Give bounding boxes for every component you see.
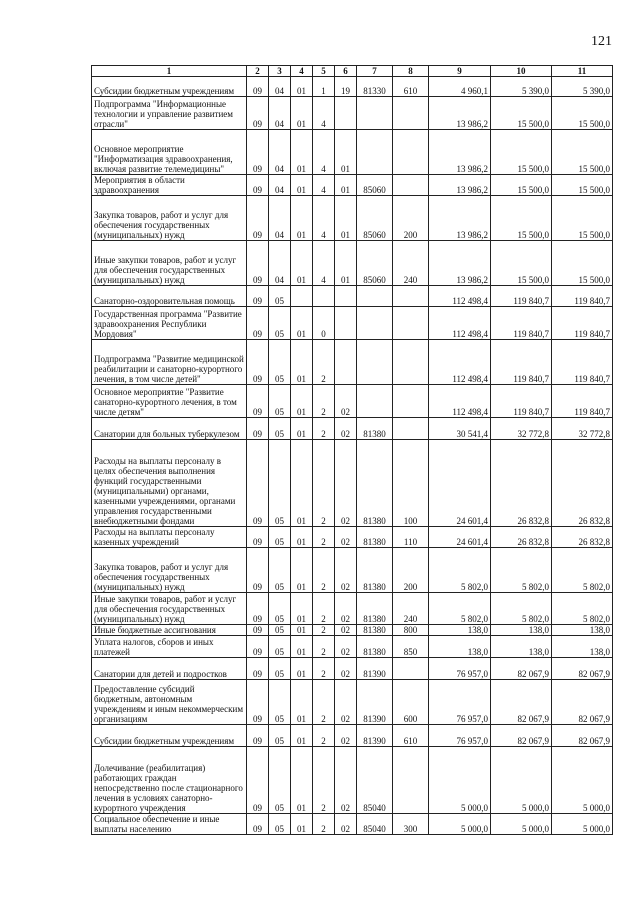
code-section: 09 — [247, 385, 269, 418]
code-subprogram: 2 — [313, 636, 335, 658]
code-program: 01 — [291, 548, 313, 593]
amount-col-11: 15 500,0 — [552, 175, 613, 196]
budget-table — [91, 65, 613, 835]
amount-col-9: 76 957,0 — [429, 658, 491, 680]
row-name: Закупка товаров, работ и услуг для обеспечения государственных (муниципальных) нужд — [92, 548, 247, 593]
code-direction — [357, 385, 393, 418]
code-direction: 81330 — [357, 77, 393, 97]
code-section: 09 — [247, 196, 269, 241]
code-program: 01 — [291, 658, 313, 680]
code-expense-type — [393, 747, 429, 814]
code-event: 02 — [335, 680, 357, 725]
amount-col-11: 26 832,8 — [552, 527, 613, 548]
amount-col-10: 138,0 — [491, 636, 552, 658]
column-header: 2 — [247, 66, 269, 77]
code-subsection: 05 — [269, 725, 291, 747]
code-subprogram: 2 — [313, 593, 335, 625]
amount-col-11: 15 500,0 — [552, 130, 613, 175]
code-direction: 85040 — [357, 814, 393, 835]
code-section: 09 — [247, 97, 269, 130]
code-event: 02 — [335, 625, 357, 636]
code-event: 01 — [335, 130, 357, 175]
code-section: 09 — [247, 241, 269, 286]
amount-col-11: 119 840,7 — [552, 340, 613, 385]
code-program: 01 — [291, 130, 313, 175]
code-direction: 81380 — [357, 593, 393, 625]
amount-col-10: 15 500,0 — [491, 175, 552, 196]
row-name: Подпрограмма "Развитие медицинской реабилитации и санаторно-курортного лечения, в том числе детей" — [92, 340, 247, 385]
code-event: 01 — [335, 241, 357, 286]
amount-col-11: 32 772,8 — [552, 418, 613, 440]
code-section: 09 — [247, 175, 269, 196]
code-expense-type — [393, 130, 429, 175]
code-subsection: 04 — [269, 77, 291, 97]
amount-col-9: 5 000,0 — [429, 814, 491, 835]
code-direction: 85060 — [357, 175, 393, 196]
amount-col-10: 5 802,0 — [491, 593, 552, 625]
code-expense-type: 200 — [393, 196, 429, 241]
code-event: 02 — [335, 418, 357, 440]
amount-col-11: 5 802,0 — [552, 593, 613, 625]
amount-col-10: 5 000,0 — [491, 747, 552, 814]
code-expense-type: 850 — [393, 636, 429, 658]
code-direction: 81380 — [357, 625, 393, 636]
code-expense-type: 610 — [393, 725, 429, 747]
code-subsection: 05 — [269, 593, 291, 625]
amount-col-9: 24 601,4 — [429, 440, 491, 527]
table-row — [92, 385, 613, 418]
code-subprogram: 4 — [313, 175, 335, 196]
code-section: 09 — [247, 340, 269, 385]
column-header: 9 — [429, 66, 491, 77]
code-event: 02 — [335, 747, 357, 814]
row-name: Основное мероприятие "Развитие санаторно-курортного лечения, в том числе детям" — [92, 385, 247, 418]
column-header: 3 — [269, 66, 291, 77]
amount-col-9: 76 957,0 — [429, 680, 491, 725]
row-name: Иные закупки товаров, работ и услуг для обеспечения государственных (муниципальных) нужд — [92, 241, 247, 286]
code-subsection: 04 — [269, 130, 291, 175]
code-subsection: 04 — [269, 196, 291, 241]
code-direction: 81380 — [357, 636, 393, 658]
amount-col-11: 5 000,0 — [552, 747, 613, 814]
code-program: 01 — [291, 814, 313, 835]
code-program: 01 — [291, 593, 313, 625]
code-subprogram: 2 — [313, 747, 335, 814]
code-event: 02 — [335, 527, 357, 548]
amount-col-9: 24 601,4 — [429, 527, 491, 548]
code-program — [291, 286, 313, 307]
row-name: Субсидии бюджетным учреждениям — [92, 77, 247, 97]
column-header: 10 — [491, 66, 552, 77]
table-row — [92, 527, 613, 548]
code-expense-type: 300 — [393, 814, 429, 835]
code-subsection: 05 — [269, 680, 291, 725]
row-name: Иные бюджетные ассигнования — [92, 625, 247, 636]
column-header: 7 — [357, 66, 393, 77]
code-subsection: 05 — [269, 385, 291, 418]
code-expense-type: 800 — [393, 625, 429, 636]
code-event: 02 — [335, 658, 357, 680]
code-program: 01 — [291, 241, 313, 286]
row-name: Иные закупки товаров, работ и услуг для обеспечения государственных (муниципальных) нужд — [92, 593, 247, 625]
code-program: 01 — [291, 747, 313, 814]
amount-col-9: 13 986,2 — [429, 97, 491, 130]
code-subprogram: 2 — [313, 625, 335, 636]
row-name: Подпрограмма "Информационные технологии и управление развитием отрасли" — [92, 97, 247, 130]
code-section: 09 — [247, 747, 269, 814]
code-direction: 81390 — [357, 658, 393, 680]
code-subprogram: 4 — [313, 241, 335, 286]
code-expense-type: 600 — [393, 680, 429, 725]
amount-col-9: 112 498,4 — [429, 340, 491, 385]
table-row — [92, 241, 613, 286]
code-section: 09 — [247, 286, 269, 307]
code-subsection: 04 — [269, 241, 291, 286]
code-section: 09 — [247, 130, 269, 175]
amount-col-11: 5 000,0 — [552, 814, 613, 835]
table-row — [92, 548, 613, 593]
code-event: 02 — [335, 593, 357, 625]
code-subsection: 05 — [269, 307, 291, 340]
amount-col-9: 112 498,4 — [429, 385, 491, 418]
code-event: 02 — [335, 725, 357, 747]
amount-col-9: 4 960,1 — [429, 77, 491, 97]
row-name: Расходы на выплаты персоналу в целях обеспечения выполнения функций государственными (муниципальными) органами, казенными учреждениями, органами управления государственными внебюджетными фондами — [92, 440, 247, 527]
code-subprogram: 4 — [313, 97, 335, 130]
amount-col-11: 119 840,7 — [552, 385, 613, 418]
column-header: 8 — [393, 66, 429, 77]
table-row — [92, 130, 613, 175]
code-expense-type — [393, 418, 429, 440]
amount-col-9: 13 986,2 — [429, 196, 491, 241]
row-name: Субсидии бюджетным учреждениям — [92, 725, 247, 747]
code-subprogram: 2 — [313, 440, 335, 527]
code-event — [335, 340, 357, 385]
code-direction — [357, 307, 393, 340]
amount-col-11: 138,0 — [552, 625, 613, 636]
code-program: 01 — [291, 625, 313, 636]
table-row — [92, 440, 613, 527]
code-direction — [357, 130, 393, 175]
row-name: Мероприятия в области здравоохранения — [92, 175, 247, 196]
amount-col-9: 76 957,0 — [429, 725, 491, 747]
column-header: 5 — [313, 66, 335, 77]
row-name: Санаторно-оздоровительная помощь — [92, 286, 247, 307]
row-name: Государственная программа "Развитие здравоохранения Республики Мордовия" — [92, 307, 247, 340]
code-section: 09 — [247, 636, 269, 658]
code-direction: 85060 — [357, 241, 393, 286]
code-event — [335, 307, 357, 340]
amount-col-9: 112 498,4 — [429, 307, 491, 340]
code-section: 09 — [247, 658, 269, 680]
amount-col-10: 5 802,0 — [491, 548, 552, 593]
amount-col-11: 15 500,0 — [552, 97, 613, 130]
code-expense-type — [393, 286, 429, 307]
code-direction — [357, 340, 393, 385]
code-subprogram: 2 — [313, 814, 335, 835]
code-program: 01 — [291, 307, 313, 340]
amount-col-10: 82 067,9 — [491, 725, 552, 747]
page-number: 121 — [591, 34, 612, 49]
code-section: 09 — [247, 440, 269, 527]
amount-col-11: 5 390,0 — [552, 77, 613, 97]
row-name: Санатории для больных туберкулезом — [92, 418, 247, 440]
amount-col-10: 5 000,0 — [491, 814, 552, 835]
code-subsection: 05 — [269, 548, 291, 593]
amount-col-9: 30 541,4 — [429, 418, 491, 440]
code-subsection: 05 — [269, 658, 291, 680]
code-event: 02 — [335, 440, 357, 527]
code-event: 01 — [335, 175, 357, 196]
code-subsection: 04 — [269, 97, 291, 130]
code-subsection: 05 — [269, 286, 291, 307]
column-header: 11 — [552, 66, 613, 77]
code-section: 09 — [247, 625, 269, 636]
amount-col-10: 15 500,0 — [491, 196, 552, 241]
amount-col-9: 5 802,0 — [429, 593, 491, 625]
amount-col-10: 82 067,9 — [491, 680, 552, 725]
code-subsection: 05 — [269, 625, 291, 636]
amount-col-9: 13 986,2 — [429, 175, 491, 196]
table-row — [92, 77, 613, 97]
row-name: Санатории для детей и подростков — [92, 658, 247, 680]
amount-col-9: 138,0 — [429, 636, 491, 658]
amount-col-10: 32 772,8 — [491, 418, 552, 440]
amount-col-11: 26 832,8 — [552, 440, 613, 527]
code-direction: 85040 — [357, 747, 393, 814]
amount-col-11: 119 840,7 — [552, 286, 613, 307]
table-row — [92, 636, 613, 658]
code-section: 09 — [247, 680, 269, 725]
amount-col-11: 15 500,0 — [552, 241, 613, 286]
row-name: Предоставление субсидий бюджетным, автономным учреждениям и иным некоммерческим организациям — [92, 680, 247, 725]
code-section: 09 — [247, 307, 269, 340]
code-section: 09 — [247, 548, 269, 593]
code-subsection: 05 — [269, 636, 291, 658]
code-direction: 81380 — [357, 440, 393, 527]
table-row — [92, 286, 613, 307]
row-name: Социальное обеспечение и иные выплаты населению — [92, 814, 247, 835]
amount-col-10: 26 832,8 — [491, 527, 552, 548]
code-event — [335, 286, 357, 307]
amount-col-11: 82 067,9 — [552, 680, 613, 725]
code-expense-type: 240 — [393, 241, 429, 286]
code-event — [335, 97, 357, 130]
code-expense-type — [393, 658, 429, 680]
amount-col-10: 82 067,9 — [491, 658, 552, 680]
amount-col-10: 119 840,7 — [491, 340, 552, 385]
table-row — [92, 307, 613, 340]
code-direction: 81390 — [357, 725, 393, 747]
code-section: 09 — [247, 725, 269, 747]
code-subsection: 05 — [269, 340, 291, 385]
code-subsection: 05 — [269, 527, 291, 548]
row-name: Основное мероприятие "Информатизация здравоохранения, включая развитие телемедицины" — [92, 130, 247, 175]
header-row — [92, 66, 613, 77]
code-subprogram: 4 — [313, 196, 335, 241]
code-subprogram: 2 — [313, 725, 335, 747]
table-row — [92, 725, 613, 747]
code-subprogram: 2 — [313, 658, 335, 680]
code-subprogram: 2 — [313, 527, 335, 548]
code-program: 01 — [291, 385, 313, 418]
code-subprogram: 2 — [313, 385, 335, 418]
table-row — [92, 175, 613, 196]
code-section: 09 — [247, 814, 269, 835]
code-program: 01 — [291, 636, 313, 658]
table-row — [92, 97, 613, 130]
code-subprogram: 4 — [313, 130, 335, 175]
code-subprogram: 2 — [313, 680, 335, 725]
amount-col-9: 13 986,2 — [429, 130, 491, 175]
code-program: 01 — [291, 527, 313, 548]
code-program: 01 — [291, 440, 313, 527]
table-row — [92, 418, 613, 440]
code-program: 01 — [291, 97, 313, 130]
amount-col-10: 15 500,0 — [491, 241, 552, 286]
code-subsection: 05 — [269, 814, 291, 835]
amount-col-10: 26 832,8 — [491, 440, 552, 527]
code-subsection: 04 — [269, 175, 291, 196]
code-expense-type — [393, 175, 429, 196]
code-event: 19 — [335, 77, 357, 97]
code-subprogram: 2 — [313, 418, 335, 440]
code-subprogram: 2 — [313, 340, 335, 385]
amount-col-9: 112 498,4 — [429, 286, 491, 307]
table-row — [92, 625, 613, 636]
code-event: 02 — [335, 636, 357, 658]
code-direction — [357, 286, 393, 307]
amount-col-11: 5 802,0 — [552, 548, 613, 593]
code-event: 02 — [335, 385, 357, 418]
code-program: 01 — [291, 175, 313, 196]
code-subprogram: 1 — [313, 77, 335, 97]
code-event: 02 — [335, 814, 357, 835]
amount-col-10: 138,0 — [491, 625, 552, 636]
amount-col-11: 82 067,9 — [552, 725, 613, 747]
row-name: Закупка товаров, работ и услуг для обеспечения государственных (муниципальных) нужд — [92, 196, 247, 241]
column-header: 1 — [92, 66, 247, 77]
code-expense-type: 240 — [393, 593, 429, 625]
row-name: Расходы на выплаты персоналу казенных учреждений — [92, 527, 247, 548]
amount-col-9: 13 986,2 — [429, 241, 491, 286]
code-subsection: 05 — [269, 418, 291, 440]
code-subprogram — [313, 286, 335, 307]
amount-col-11: 138,0 — [552, 636, 613, 658]
code-direction: 81380 — [357, 527, 393, 548]
code-expense-type: 110 — [393, 527, 429, 548]
amount-col-10: 119 840,7 — [491, 286, 552, 307]
code-program: 01 — [291, 340, 313, 385]
amount-col-10: 15 500,0 — [491, 130, 552, 175]
row-name: Долечивание (реабилитация) работающих граждан непосредственно после стационарного лечения в условиях санаторно-курортного учреждения — [92, 747, 247, 814]
table-row — [92, 814, 613, 835]
code-program: 01 — [291, 680, 313, 725]
code-expense-type: 100 — [393, 440, 429, 527]
amount-col-10: 5 390,0 — [491, 77, 552, 97]
amount-col-9: 5 000,0 — [429, 747, 491, 814]
code-expense-type — [393, 340, 429, 385]
amount-col-11: 15 500,0 — [552, 196, 613, 241]
code-direction: 81380 — [357, 418, 393, 440]
table-row — [92, 658, 613, 680]
amount-col-11: 119 840,7 — [552, 307, 613, 340]
table-row — [92, 593, 613, 625]
code-expense-type: 610 — [393, 77, 429, 97]
code-section: 09 — [247, 77, 269, 97]
table-row — [92, 340, 613, 385]
code-program: 01 — [291, 77, 313, 97]
table-row — [92, 747, 613, 814]
code-subsection: 05 — [269, 747, 291, 814]
amount-col-10: 15 500,0 — [491, 97, 552, 130]
code-direction: 85060 — [357, 196, 393, 241]
table-row — [92, 680, 613, 725]
amount-col-9: 5 802,0 — [429, 548, 491, 593]
column-header: 4 — [291, 66, 313, 77]
amount-col-11: 82 067,9 — [552, 658, 613, 680]
amount-col-9: 138,0 — [429, 625, 491, 636]
code-program: 01 — [291, 418, 313, 440]
row-name: Уплата налогов, сборов и иных платежей — [92, 636, 247, 658]
code-expense-type: 200 — [393, 548, 429, 593]
code-expense-type — [393, 307, 429, 340]
code-expense-type — [393, 385, 429, 418]
code-direction: 81380 — [357, 548, 393, 593]
code-section: 09 — [247, 527, 269, 548]
table-row — [92, 196, 613, 241]
amount-col-10: 119 840,7 — [491, 307, 552, 340]
code-subprogram: 0 — [313, 307, 335, 340]
code-section: 09 — [247, 418, 269, 440]
column-header: 6 — [335, 66, 357, 77]
code-subsection: 05 — [269, 440, 291, 527]
amount-col-10: 119 840,7 — [491, 385, 552, 418]
code-event: 02 — [335, 548, 357, 593]
code-program: 01 — [291, 725, 313, 747]
code-section: 09 — [247, 593, 269, 625]
code-subprogram: 2 — [313, 548, 335, 593]
code-expense-type — [393, 97, 429, 130]
code-direction — [357, 97, 393, 130]
code-event: 01 — [335, 196, 357, 241]
code-program: 01 — [291, 196, 313, 241]
code-direction: 81390 — [357, 680, 393, 725]
